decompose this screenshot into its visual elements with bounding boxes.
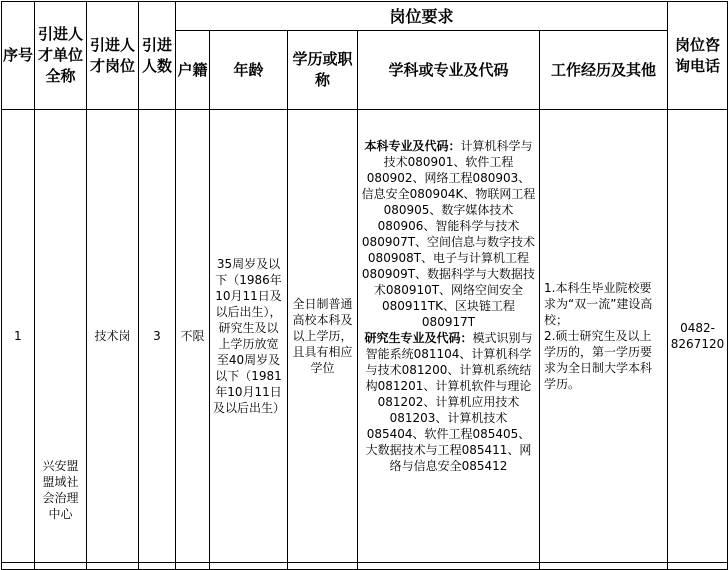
major-undergrad-label: 本科专业及代码： — [364, 139, 461, 153]
cell-experience — [540, 110, 668, 563]
header-phone: 岗位咨询电话 — [668, 2, 728, 110]
header-post: 引进人才岗位 — [87, 2, 139, 110]
empty-cell — [139, 563, 176, 570]
empty-cell — [668, 563, 728, 570]
cell-major — [358, 110, 540, 563]
empty-cell — [358, 563, 540, 570]
cell-seq: 1 — [2, 110, 35, 563]
header-unit: 引进人才单位全称 — [35, 2, 87, 110]
header-seq: 序号 — [2, 2, 35, 110]
cell-age: 35周岁及以下（1986年10月11日及以后出生），研究生及以上学历放宽至40周岁及以下（1981年10月11日及以后出生） — [210, 110, 288, 563]
cell-education: 全日制普通高校本科及以上学历，且具有相应学位 — [288, 110, 358, 563]
header-education: 学历或职称 — [288, 31, 358, 110]
empty-cell — [2, 563, 35, 570]
header-requirements: 岗位要求 — [176, 2, 668, 31]
major-grad-block — [361, 330, 536, 474]
empty-cell — [540, 563, 668, 570]
cell-unit-text: 兴安盟盟域社会治理中心 — [42, 459, 79, 521]
recruitment-table — [1, 1, 728, 570]
empty-cell — [210, 563, 288, 570]
empty-cell — [87, 563, 139, 570]
header-age: 年龄 — [210, 31, 288, 110]
major-undergrad-list: 计算机科学与技术080901、软件工程080902、网络工程080903、信息安全080904K、物联网工程080905、数字媒体技术080906、智能科学与技术080907T、空间信息与数字技术080908T、电子与计算机工程080909T、数据科学与大数据技术080910T、网络空间安全080911TK、区块链工程080917T — [361, 139, 536, 329]
table-row-next — [2, 563, 728, 570]
empty-cell — [35, 563, 87, 570]
empty-cell — [288, 563, 358, 570]
major-grad-list: 模式识别与智能系统081104、计算机科学与技术081200、计算机系统结构081201、计算机软件与理论081202、计算机应用技术081203、计算机技术085404、软件工程085405、大数据技术与工程085411、网络与信息安全085412 — [365, 331, 533, 473]
experience-item-1: 1.本科生毕业院校要求为“双一流”建设高校； — [544, 281, 653, 327]
experience-item-2: 2.硕士研究生及以上学历的，第一学历要求为全日制大学本科学历。 — [544, 329, 653, 391]
header-row-1 — [2, 2, 728, 31]
header-major: 学科或专业及代码 — [358, 31, 540, 110]
header-experience: 工作经历及其他 — [540, 31, 668, 110]
cell-hukou: 不限 — [176, 110, 210, 563]
cell-count: 3 — [139, 110, 176, 563]
empty-cell — [176, 563, 210, 570]
cell-phone: 0482-8267120 — [668, 110, 728, 563]
major-undergrad-block — [361, 138, 536, 330]
header-count: 引进人数 — [139, 2, 176, 110]
header-hukou: 户籍 — [176, 31, 210, 110]
table-row — [2, 110, 728, 563]
major-grad-label: 研究生专业及代码： — [364, 331, 473, 345]
cell-unit — [35, 110, 87, 563]
cell-post: 技术岗 — [87, 110, 139, 563]
